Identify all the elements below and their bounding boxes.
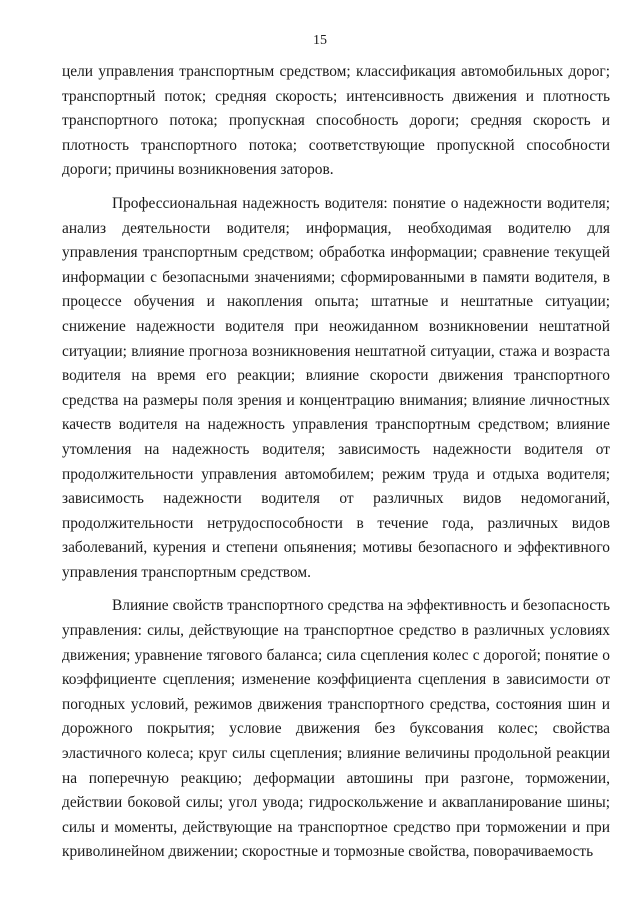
body-text (62, 60, 610, 865)
paragraph-continuation: цели управления транспортным средством; классификация автомобильных дорог; транспортный поток; средняя скорость; интенсивность движения и плотность транспортного потока; пропускная способность дороги; средняя скорость и плотность транспортного потока; соответствующие пропускной способности дороги; причины возникновения заторов. (62, 63, 610, 179)
paragraph-driver-reliability: Профессиональная надежность водителя: понятие о надежности водителя; анализ деятельности водителя; информация, необходимая водителю для управления транспортным средством; обработка информации; сравнение текущей информации с безопасными значениями; сформированными в памяти водителя, в процессе обучения и накопления опыта; штатные и нештатные ситуации; снижение надежности водителя при неожиданном возникновении нештатной ситуации; влияние прогноза возникновения нештатной ситуации, стажа и возраста водителя на время его реакции; влияние скорости движения транспортного средства на размеры поля зрения и концентрацию внимания; влияние личностных качеств водителя на надежность управления транспортным средством; влияние утомления на надежность водителя; зависимость надежности водителя от продолжительности управления автомобилем; режим труда и отдыха водителя; зависимость надежности водителя от различных видов недомоганий, продолжительности нетрудоспособности в течение года, различных видов заболеваний, курения и степени опьянения; мотивы безопасного и эффективного управления транспортным средством. (62, 194, 610, 581)
paragraph-vehicle-properties: Влияние свойств транспортного средства на эффективность и безопасность управления: силы, действующие на транспортное средство в различных условиях движения; уравнение тягового баланса; сила сцепления колес с дорогой; понятие о коэффициенте сцепления; изменение коэффициента сцепления в зависимости от погодных условий, режимов движения транспортного средства, состояния шин и дорожного покрытия; условие движения без буксования колес; свойства эластичного колеса; круг силы сцепления; влияние величины продольной реакции на поперечную реакцию; деформации автошины при разгоне, торможении, действии боковой силы; угол увода; гидроскольжение и аквапланирование шины; силы и моменты, действующие на транспортное средство при торможении и при криволинейном движении; скоростные и тормозные свойства, поворачиваемость (62, 597, 610, 861)
page-number: 15 (313, 33, 327, 48)
